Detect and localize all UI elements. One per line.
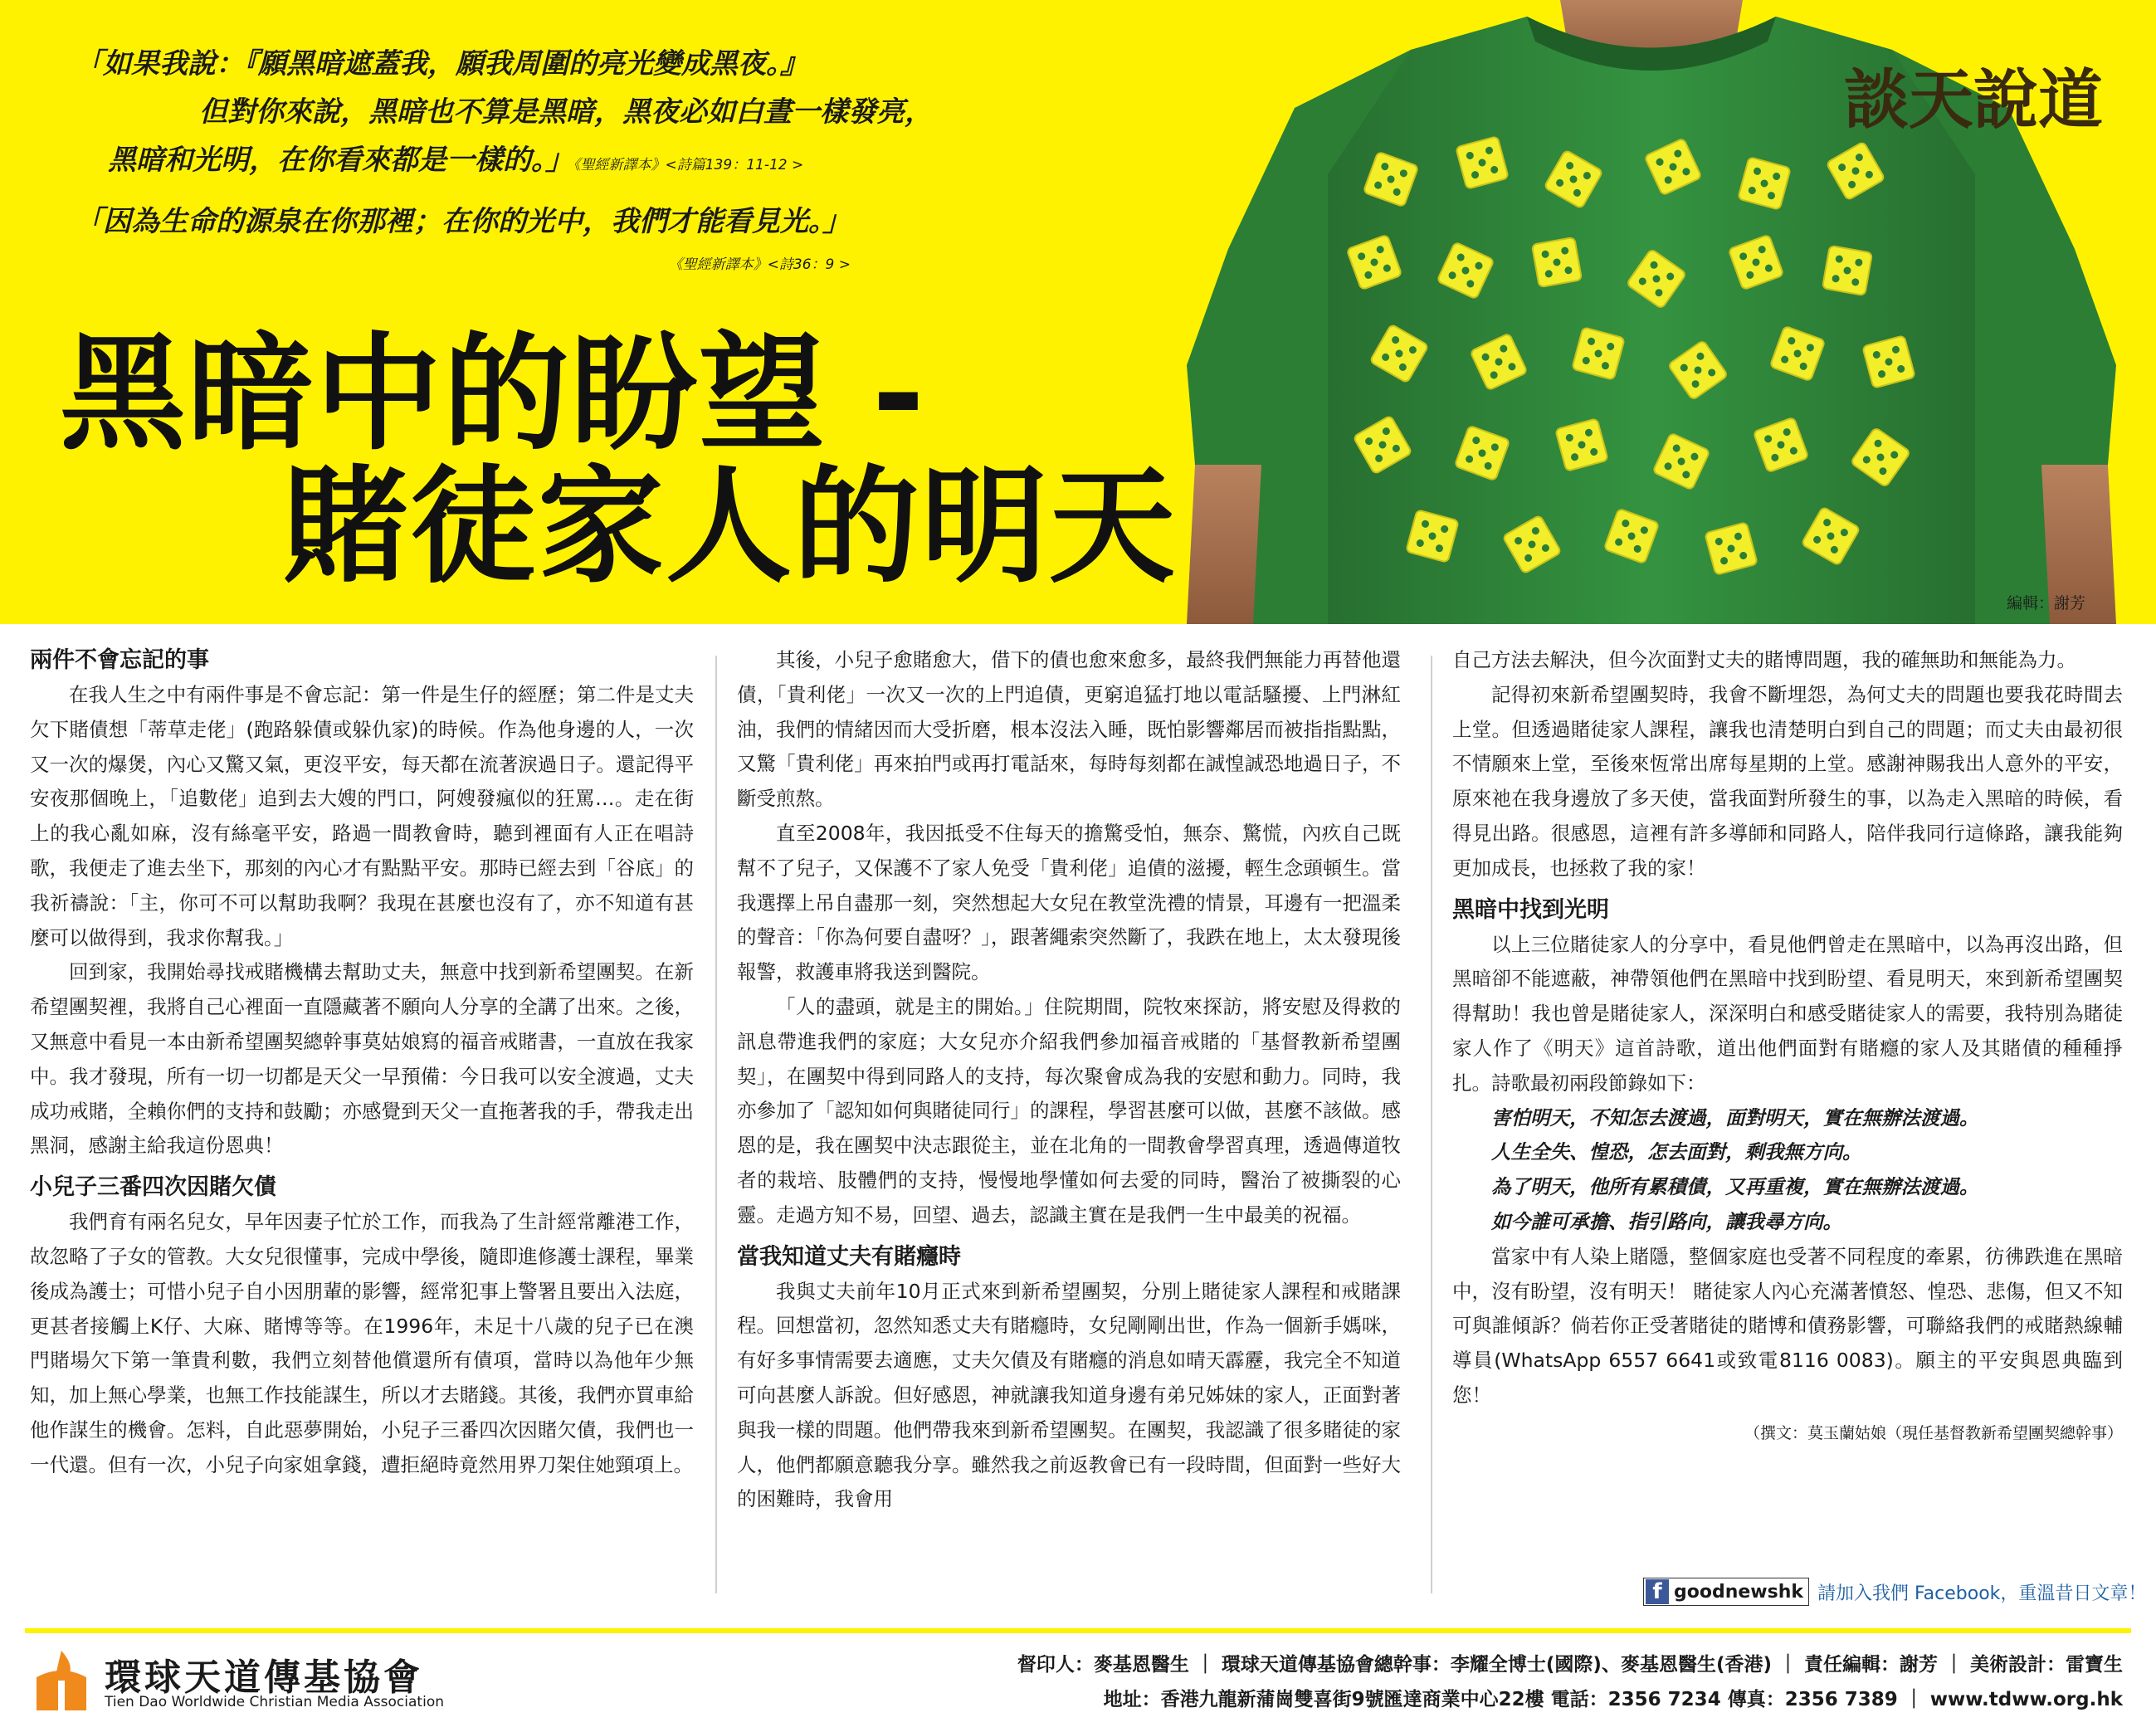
org-flame-icon	[30, 1647, 93, 1714]
paragraph: 回到家，我開始尋找戒賭機構去幫助丈夫，無意中找到新希望團契。在新希望團契裡，我將自己心裡面一直隱藏著不願向人分享的全講了出來。之後，又無意中看見一本由新希望團契總幹事莫姑娘寫的福音戒賭書，一直放在我家中。我才發現，所有一切一切都是天父一早預備：今日我可以安全渡過，丈夫成功戒賭，全賴你們的支持和鼓勵；亦感覺到天父一直拖著我的手，帶我走出黑洞，感謝主給我這份恩典！	[30, 960, 694, 1158]
column-logo-talk	[1841, 43, 2106, 151]
facebook-cta: 請加入我們 Facebook，重溫昔日文章！	[1817, 1583, 2147, 1604]
paragraph: 在我人生之中有兩件事是不會忘記：第一件是生仔的經歷；第二件是丈夫欠下賭債想「蒂草走佬」(跑路躲債或躲仇家)的時候。作為他身邊的人，一次又一次的爆煲，內心又驚又氣，更沒平安，每天都在流著淚過日子。還記得平安夜那個晚上，「追數佬」追到去大嫂的門口，阿嫂發瘋似的狂罵…。走在街上的我心亂如麻，沒有絲毫平安，路過一間教會時，聽到裡面有人正在唱詩歌，我便走了進去坐下，那刻的內心才有點點平安。那時已經去到「谷底」的我祈禱說：「主，你可不可以幫助我啊？我現在甚麼也沒有了，亦不知道有甚麼可以做得到，我求你幫我。」	[30, 683, 694, 949]
org-logo	[30, 1647, 445, 1714]
section-heading: 兩件不會忘記的事	[30, 647, 209, 673]
quote-1-line-2: 但對你來說，黑暗也不算是黑暗，黑夜必如白晝一樣發亮，	[199, 95, 933, 129]
svg-text:談天說道: 談天說道	[1844, 62, 2104, 138]
title-line-1: 黑暗中的盼望 -	[60, 320, 927, 467]
quote-2-ref: 《聖經新譯本》<詩36：9 >	[668, 256, 851, 273]
article-title	[60, 320, 1177, 600]
quote-1-line-3: 黑暗和光明，在你看來都是一樣的。」	[108, 144, 573, 177]
editor-credit: 編輯：謝芳	[2007, 594, 2086, 612]
footer-credits	[1017, 1647, 2123, 1717]
section-heading: 小兒子三番四次因賭欠債	[30, 1174, 276, 1201]
facebook-promo[interactable]	[1643, 1577, 2146, 1607]
paragraph: 以上三位賭徒家人的分享中，看見他們曾走在黑暗中，以為再沒出路，但黑暗卻不能遮蔽，神帶領他們在黑暗中找到盼望、看見明天，來到新希望團契得幫助！我也曾是賭徒家人，深深明白和感受賭徒家人的需要，我特別為賭徒家人作了《明天》這首詩歌，道出他們面對有賭癮的家人及其賭債的種種掙扎。詩歌最初兩段節錄如下：	[1452, 932, 2123, 1095]
poem-line: 為了明天，他所有累積債，又再重複，實在無辦法渡過。	[1491, 1175, 1979, 1199]
section-heading: 當我知道丈夫有賭癮時	[737, 1243, 961, 1270]
poem-line: 人生全失、惶恐，怎去面對，剩我無方向。	[1491, 1140, 1862, 1164]
org-name: 環球天道傳基協會	[105, 1656, 423, 1699]
section-heading: 黑暗中找到光明	[1452, 896, 1609, 923]
column-divider	[1431, 656, 1432, 1593]
facebook-icon: f	[1646, 1579, 1669, 1604]
poem-line: 害怕明天，不知怎去渡過，面對明天，實在無辦法渡過。	[1491, 1105, 1979, 1129]
org-name-en: Tien Dao Worldwide Christian Media Association	[105, 1694, 444, 1710]
footer-address-line[interactable]: 地址：香港九龍新蒲崗雙喜街9號匯達商業中心22樓 電話：2356 7234 傳真：2356 7389 ｜ www.tdww.org.hk	[1103, 1689, 2123, 1710]
facebook-badge[interactable]	[1643, 1578, 1809, 1606]
paragraph: 直至2008年，我因抵受不住每天的擔驚受怕，無奈、驚慌，內疚自己既幫不了兒子，又保護不了家人免受「貴利佬」追債的滋擾，輕生念頭頓生。當我選擇上吊自盡那一刻，突然想起大女兒在教堂洗禮的情景，耳邊有一把溫柔的聲音：「你為何要自盡呀？」，跟著繩索突然斷了，我跌在地上，太太發現後報警，救護車將我送到醫院。	[737, 821, 1401, 984]
footer-divider	[25, 1628, 2131, 1633]
column-3	[1452, 643, 2123, 1451]
article-body	[0, 643, 2156, 1614]
paragraph: 自己方法去解決，但今次面對丈夫的賭博問題，我的確無助和無能為力。	[1452, 648, 2076, 671]
poem-line: 如今誰可承擔、指引路向，讓我尋方向。	[1491, 1209, 1842, 1233]
footer-staff-line: 督印人：麥基恩醫生 ｜ 環球天道傳基協會總幹事：李耀全博士(國際)、麥基恩醫生(香港) ｜ 責任編輯：謝芳 ｜ 美術設計：雷寶生	[1017, 1654, 2123, 1676]
paragraph: 「人的盡頭，就是主的開始。」住院期間，院牧來探訪，將安慰及得救的訊息帶進我們的家庭；大女兒亦介紹我們參加福音戒賭的「基督教新希望團契」，在團契中得到同路人的支持，每次聚會成為我的安慰和動力。同時，我亦參加了「認知如何與賭徒同行」的課程，學習甚麼可以做，甚麼不該做。感恩的是，我在團契中決志跟從主，並在北角的一間教會學習真理，透過傳道牧者的栽培、肢體們的支持，慢慢地學懂如何去愛的同時，醫治了被撕裂的心靈。走過方知不易，回望、過去，認識主實在是我們一生中最美的祝福。	[737, 994, 1401, 1227]
bible-quote-2	[75, 198, 851, 289]
column-1	[30, 643, 694, 1483]
paragraph: 我與丈夫前年10月正式來到新希望團契，分別上賭徒家人課程和戒賭課程。回想當初，忽然知悉丈夫有賭癮時，女兒剛剛出世，作為一個新手媽咪，有好多事情需要去適應，丈夫欠債及有賭癮的消息如晴天霹靂，我完全不知道可向甚麼人訴說。但好感恩，神就讓我知道身邊有弟兄姊妹的家人，正面對著與我一樣的問題。他們帶我來到新希望團契。在團契，我認識了很多賭徒的家人，他們都願意聽我分享。雖然我之前返教會已有一段時間，但面對一些好大的困難時，我會用	[737, 1279, 1401, 1511]
paragraph: 記得初來新希望團契時，我會不斷埋怨，為何丈夫的問題也要我花時間去上堂。但透過賭徒家人課程，讓我也清楚明白到自己的問題；而丈夫由最初很不情願來上堂，至後來恆常出席每星期的上堂。感謝神賜我出人意外的平安，原來祂在我身邊放了多天使，當我面對所發生的事，以為走入黑暗的時候，看得見出路。很感恩，這裡有許多導師和同路人，陪伴我同行這條路，讓我能夠更加成長，也拯救了我的家！	[1452, 682, 2123, 880]
paragraph: 當家中有人染上賭隱，整個家庭也受著不同程度的牽累，彷彿跌進在黑暗中，沒有盼望，沒有明天！ 賭徒家人內心充滿著憤怒、惶恐、悲傷，但又不知可與誰傾訴？倘若你正受著賭徒的賭博和債務影響，可聯絡我們的戒賭熱線輔導員(WhatsApp 6557 6641或致電8116 0083)。願主的平安與恩典臨到您！	[1452, 1244, 2123, 1407]
quote-1-line-1: 「如果我說：『願黑暗遮蓋我，願我周圍的亮光變成黑夜。』	[75, 47, 808, 81]
title-line-2: 賭徒家人的明天	[282, 453, 1177, 600]
facebook-handle: goodnewshk	[1674, 1581, 1804, 1603]
column-2	[737, 643, 1401, 1517]
author-credit: （撰文：莫玉蘭姑娘（現任基督教新希望團契總幹事）	[1744, 1423, 2123, 1442]
paragraph: 其後，小兒子愈賭愈大，借下的債也愈來愈多，最終我們無能力再替他還債，「貴利佬」一次又一次的上門追債，更窮追猛打地以電話騷擾、上門淋紅油，我們的情緒因而大受折磨，根本沒法入睡，既怕影響鄰居而被指指點點，又驚「貴利佬」再來拍門或再打電話來，每時每刻都在誠惶誠恐地過日子，不斷受煎熬。	[737, 648, 1401, 811]
header-banner	[0, 0, 2156, 624]
paragraph: 我們育有兩名兒女，早年因妻子忙於工作，而我為了生計經常離港工作，故忽略了子女的管教。大女兒很懂事，完成中學後，隨即進修護士課程，畢業後成為護士；可惜小兒子自小因朋輩的影響，經常犯事上警署且要出入法庭，更甚者接觸上K仔、大麻、賭博等等。在1996年，未足十八歲的兒子已在澳門賭場欠下第一筆貴利數，我們立刻替他償還所有債項，當時以為他年少無知，加上無心學業，也無工作技能謀生，所以才去賭錢。其後，我們亦買車給他作謀生的機會。怎料，自此惡夢開始，小兒子三番四次因賭欠債，我們也一一代還。但有一次，小兒子向家姐拿錢，遭拒絕時竟然用界刀架住她頸項上。	[30, 1210, 694, 1476]
bible-quote-1	[75, 40, 933, 189]
column-divider	[715, 656, 717, 1593]
quote-1-ref: 《聖經新譯本》<詩篇139：11-12 >	[573, 157, 804, 173]
quote-2-line-1: 「因為生命的源泉在你那裡；在你的光中，我們才能看見光。」	[75, 205, 851, 238]
